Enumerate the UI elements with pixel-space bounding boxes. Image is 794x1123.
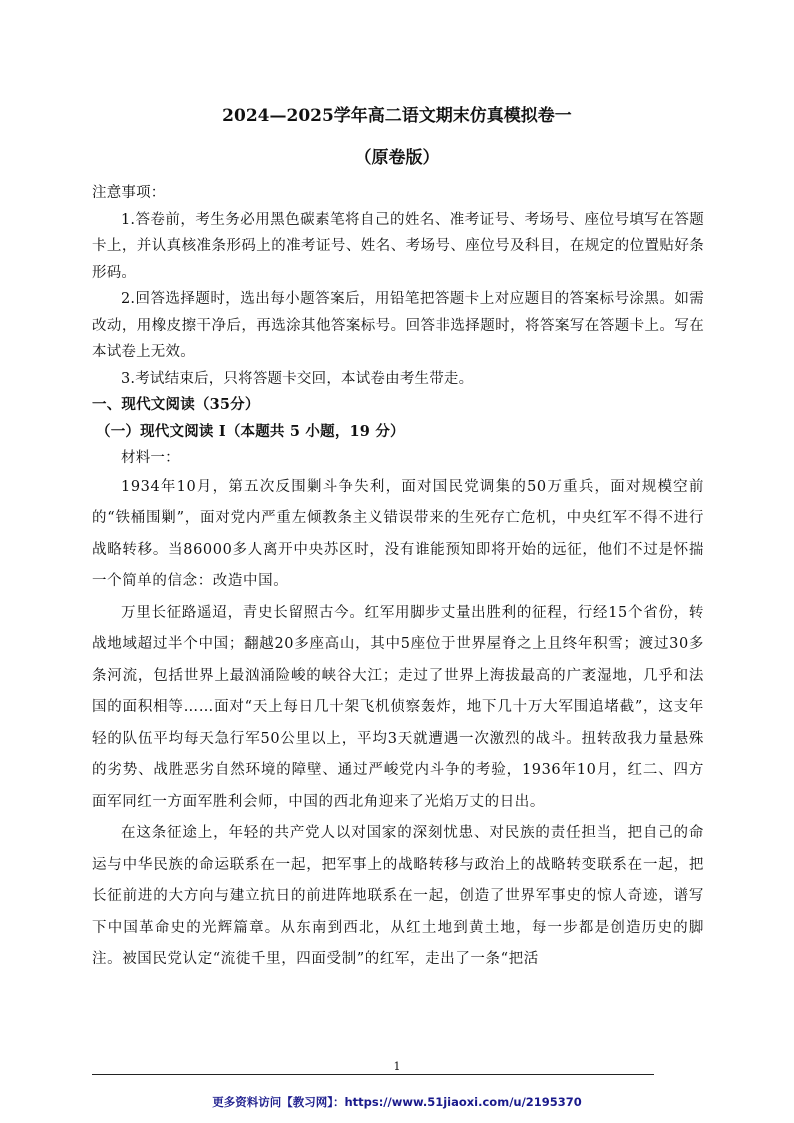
- section-heading: 一、现代文阅读（35分）: [92, 396, 260, 413]
- passage-paragraph: 在这条征途上，年轻的共产党人以对国家的深刻忧患、对民族的责任担当，把自己的命运与中华民族的命运联系在一起，把军事上的战略转移与政治上的战略转变联系在一起，把长征前进的大方向与建立抗日的前进阵地联系在一起，创造了世界军事史的惊人奇迹，谱写下中国革命史的光辉篇章。从东南到西北，从红土地到黄土地，每一步都是创造历史的脚注。被国民党认定“流徙千里，四面受制”的红军，走出了一条“把活: [92, 825, 704, 967]
- instruction-item: 3.考试结束后，只将答题卡交回，本试卷由考生带走。: [121, 370, 474, 387]
- passage-paragraph: 万里长征路遥迢，青史长留照古今。红军用脚步丈量出胜利的征程，行经15个省份，转战地域超过半个中国；翻越20多座高山，其中5座位于世界屋脊之上且终年积雪；渡过30多条河流，包括世界上最汹涌险峻的峡谷大江；走过了世界上海拔最高的广袤湿地，几乎和法国的面积相等……面对“天上每日几十架飞机侦察轰炸，地下几十万大军围追堵截”，这支年轻的队伍平均每天急行军50公里以上，平均3天就遭遇一次激烈的战斗。扭转敌我力量悬殊的劣势、战胜恶劣自然环境的障壁、通过严峻党内斗争的考验，1936年10月，红二、四方面军同红一方面军胜利会师，中国的西北角迎来了光焰万丈的日出。: [92, 604, 704, 810]
- page-number: 1: [393, 1060, 401, 1073]
- instruction-item: 2.回答选择题时，选出每小题答案后，用铅笔把答题卡上对应题目的答案标号涂黑。如需改动，用橡皮擦干净后，再选涂其他答案标号。回答非选择题时，将答案写在答题卡上。写在本试卷上无效。: [92, 291, 704, 360]
- exam-subtitle: （原卷版）: [354, 148, 440, 168]
- instruction-item: 1.答卷前，考生务必用黑色碳素笔将自己的姓名、准考证号、考场号、座位号填写在答题卡上，并认真核准条形码上的准考证号、姓名、考场号、座位号及科目，在规定的位置贴好条形码。: [92, 211, 704, 281]
- exam-title: 2024—2025学年高二语文期末仿真模拟卷一: [222, 106, 572, 126]
- subsection-heading: （一）现代文阅读 I（本题共 5 小题，19 分）: [96, 422, 405, 440]
- material-label: 材料一：: [121, 450, 180, 466]
- page-content: [92, 180, 704, 976]
- reading-passage: [92, 472, 704, 976]
- notice-heading: 注意事项：: [92, 185, 166, 201]
- footer-link[interactable]: 更多资料访问【教习网】：https://www.51jiaoxi.com/u/2195370: [212, 1095, 582, 1109]
- passage-paragraph: 1934年10月，第五次反围剿斗争失利，面对国民党调集的50万重兵，面对规模空前的“铁桶围剿”，面对党内严重左倾教条主义错误带来的生死存亡危机，中央红军不得不进行战略转移。当86000多人离开中央苏区时，没有谁能预知即将开始的远征，他们不过是怀揣一个简单的信念：改造中国。: [92, 478, 704, 589]
- footer-divider: [92, 1074, 654, 1075]
